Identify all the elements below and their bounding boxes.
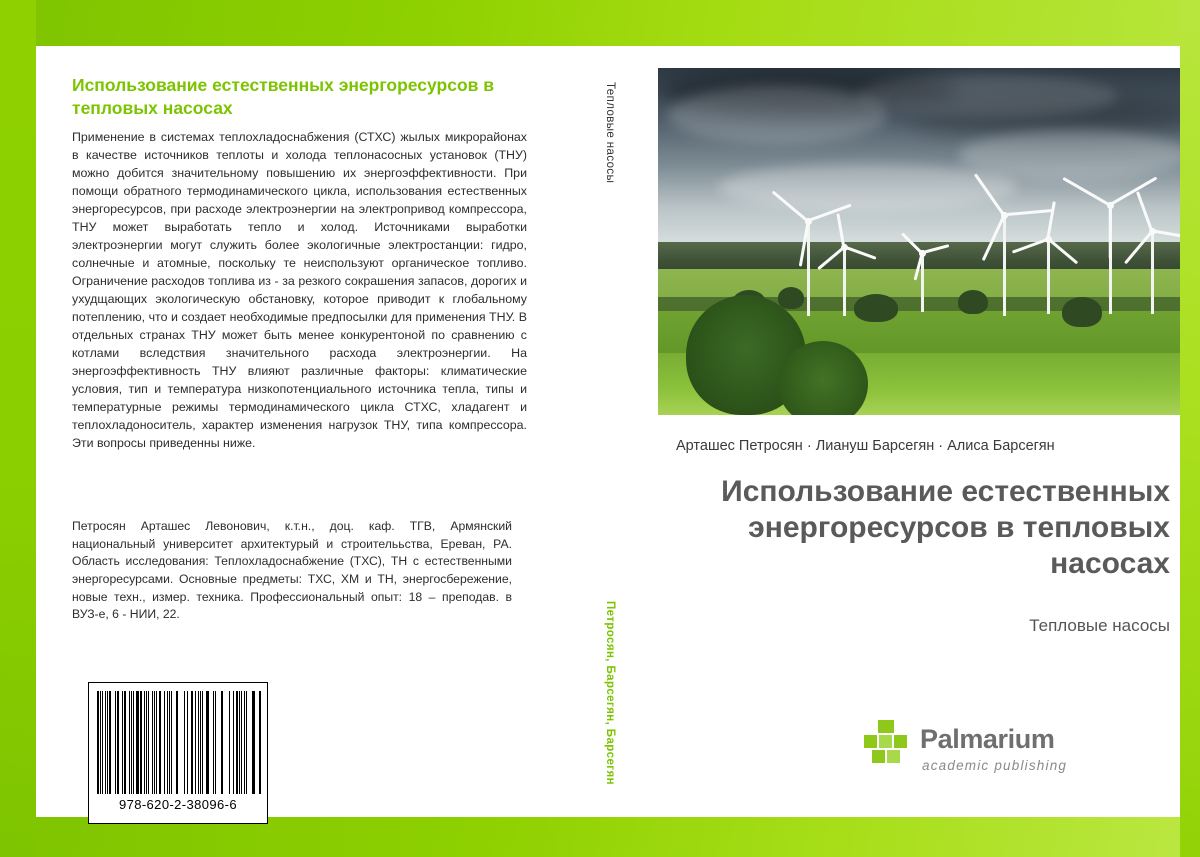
spine-title: Тепловые насосы [604, 82, 616, 184]
back-cover-panel [36, 46, 562, 817]
wind-turbine-icon [894, 250, 950, 312]
cover-frame-left [0, 0, 36, 857]
front-cover-authors: Арташес Петросян · Лиануш Барсегян · Алиса Барсегян [676, 438, 1055, 454]
wind-turbine-icon [810, 244, 878, 316]
front-cover-panel [658, 46, 1180, 817]
front-cover-title: Использование естественных энергоресурсов в тепловых насосах [721, 475, 1170, 580]
book-spine [562, 46, 658, 817]
publisher-name: Palmarium [920, 724, 1055, 754]
photo-cloud [958, 130, 1180, 180]
back-cover-abstract: Применение в системах теплохладоснабжения (СТХС) жылых микрорайонах в качестве источников теплоты и холода теплонасосных установок (ТНУ) можно добится значительному повышению их энергоэффективности. При помощи обратного термодинамического цикла, использования естественных энергоресурсов, при расходе электроэнергии на электропривод компрессора, ТНУ может выработать тепло и холод. Источниками выработки электроэнергии могут служить более экологичные электростанции: гидро, солнечные и атомные, поскольку те неиспользуют органическое топливо. Ограничение расходов топлива из - за резкого сокрашения запасов, дорогих и ухудщающих экологическую обстановку, которое приводит к глобальному потеплению, что и создает необходимые предпосылки для применения ТНУ. В отдельных странах ТНУ может быть менее конкурентоной по сравнению с котлами вследствия значительного расхода электроэнергии. На энергоэффективность ТНУ влияют различные факторы: климатические условия, тип и температура низкопотенциального источника тепла, типы и температурные режимы термодинамического цикла СТХС, хладагент и теплохладоноситель, характер изменения нагрузок ТНУ, типа компрессора. Эти вопросы приведенны ниже. [72, 130, 527, 450]
back-cover-author-bio: Петросян Арташес Левонович, к.т.н., доц. каф. ТГВ, Армянский национальный университет архитектурый и строителььства, Ереван, РА. Область исследования: Теплохладоснабжение (ТХС), ТН с естественными энергоресурсами. Основные предметы: ТХС, ХМ и ТН, энергосбережение, новые техн., измер. техника. Профессиональный опыт: 18 – преподав. в ВУЗ-е, 6 - НИИ, 22. [72, 519, 512, 622]
photo-cloud [858, 74, 1118, 118]
palmarium-blocks-icon [864, 720, 910, 766]
wind-turbine-icon [1110, 228, 1180, 314]
cover-frame-right [1180, 0, 1200, 857]
front-cover-subtitle: Тепловые насосы [1029, 616, 1170, 635]
photo-cloud [668, 86, 888, 144]
back-cover-title: Использование естественных энергоресурсов в тепловых насосах [72, 75, 495, 119]
photo-cloud [718, 164, 1018, 210]
cover-photo-wind-turbines [658, 68, 1180, 415]
barcode-bars [97, 691, 261, 794]
publisher-tagline: academic publishing [922, 758, 1068, 773]
isbn-barcode [88, 682, 268, 824]
publisher-logo [858, 718, 1138, 798]
spine-authors: Петросян, Барсегян, Барсегян [604, 601, 616, 785]
cover-frame-top [0, 0, 1200, 46]
isbn-number: 978-620-2-38096-6 [118, 797, 238, 812]
